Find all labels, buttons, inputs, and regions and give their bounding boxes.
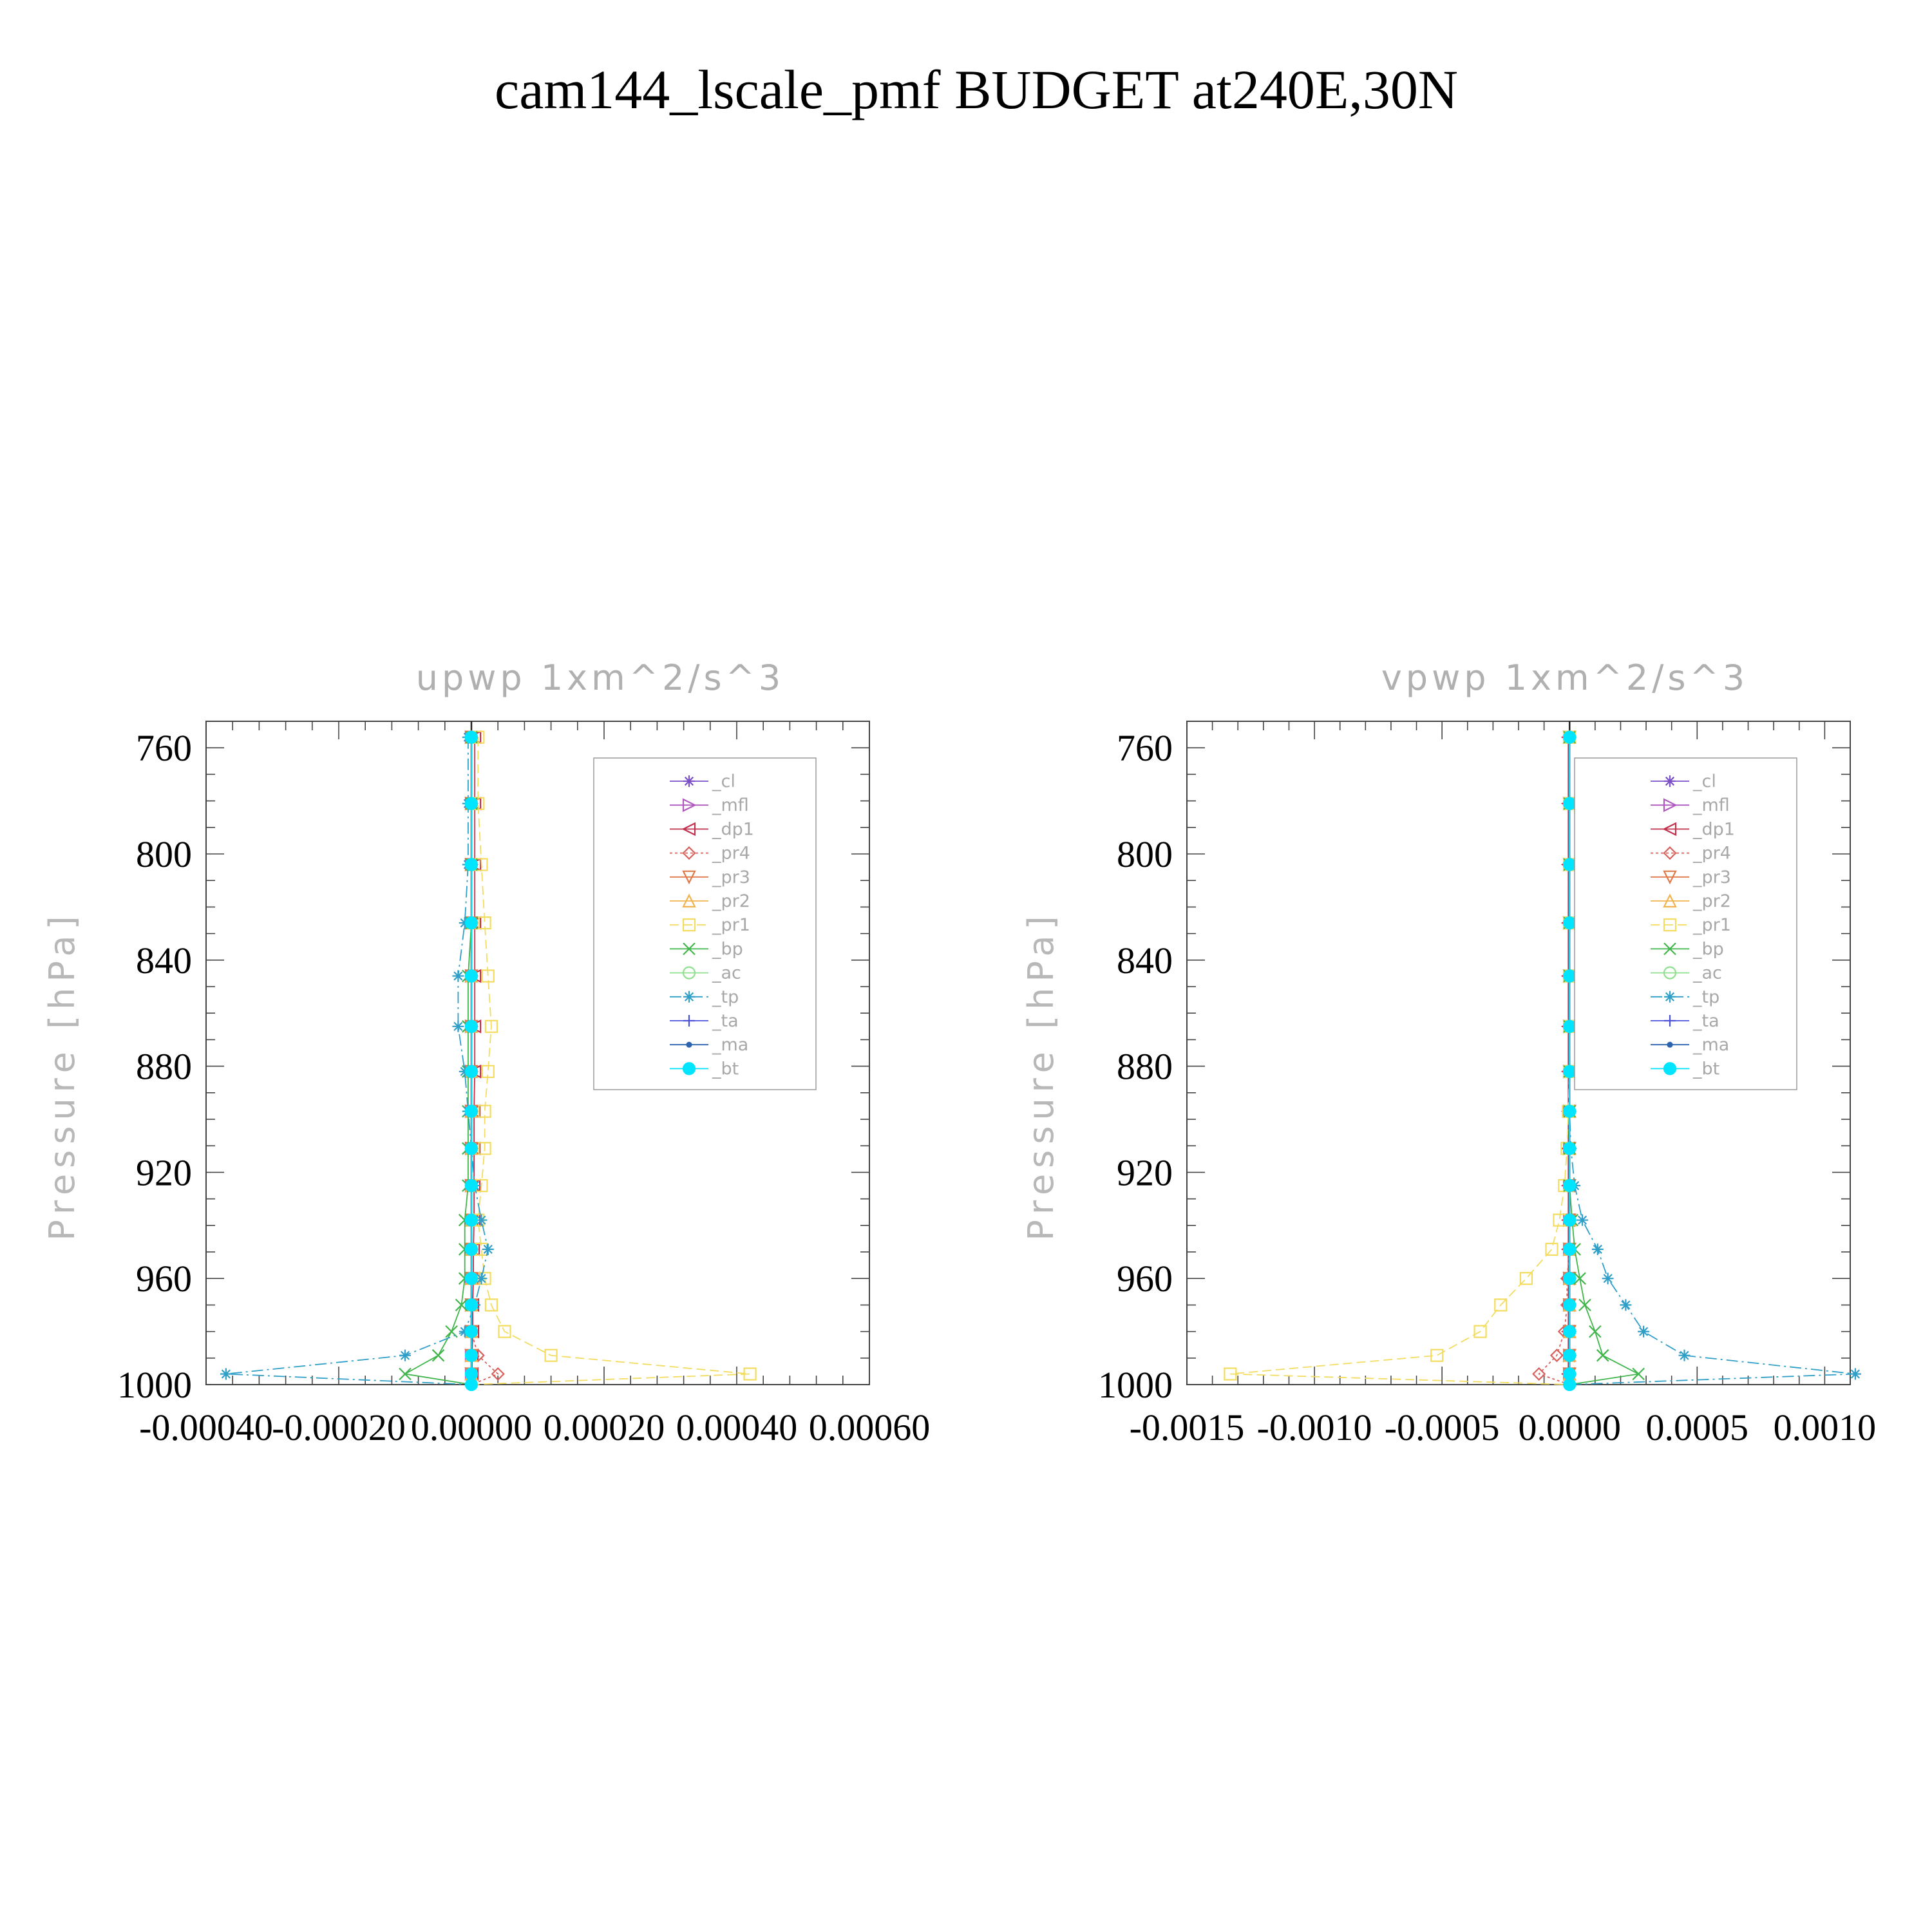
upwp-x-tick-label: -0.00040	[139, 1406, 273, 1448]
upwp-point-bt	[466, 1142, 477, 1154]
upwp-legend-label-pr2: _pr2	[712, 891, 750, 911]
vpwp-point-tp	[1592, 1244, 1604, 1255]
upwp-legend-marker-cl	[683, 775, 695, 787]
upwp-legend-label-mfl: _mfl	[712, 795, 749, 816]
upwp-legend-label-ma: _ma	[712, 1035, 749, 1056]
upwp-x-tick-label: 0.00020	[543, 1406, 665, 1448]
vpwp-point-tp	[1602, 1273, 1614, 1284]
upwp-point-bt	[466, 917, 477, 929]
upwp-legend-label-cl: _cl	[712, 772, 735, 791]
upwp-point-tp	[452, 1021, 464, 1032]
upwp-point-bt	[466, 798, 477, 810]
vpwp-x-tick-label: -0.0010	[1256, 1406, 1372, 1448]
vpwp-point-tp	[1577, 1215, 1588, 1226]
vpwp-x-tick-label: 0.0005	[1645, 1406, 1749, 1448]
vpwp-legend-box	[1575, 758, 1797, 1090]
vpwp-point-bt	[1564, 1326, 1575, 1338]
vpwp-point-bp	[1597, 1350, 1609, 1361]
upwp-y-tick-label: 960	[136, 1258, 192, 1300]
vpwp-point-bt	[1564, 858, 1575, 870]
upwp-y-tick-label: 1000	[117, 1364, 192, 1406]
vpwp-point-bt	[1564, 1142, 1575, 1154]
upwp-point-tp	[399, 1350, 411, 1361]
vpwp-legend-label-tp: _tp	[1693, 987, 1720, 1007]
vpwp-legend-label-ma: _ma	[1693, 1035, 1730, 1056]
upwp-point-tp	[482, 1244, 494, 1255]
vpwp-legend-label-dp1: _dp1	[1693, 819, 1735, 840]
upwp-legend-label-dp1: _dp1	[712, 819, 754, 840]
upwp-point-bt	[466, 1180, 477, 1191]
vpwp-point-bt	[1564, 1066, 1575, 1077]
upwp-line-bp	[405, 737, 471, 1385]
vpwp-point-bt	[1564, 1215, 1575, 1226]
vpwp-series-pr1	[1224, 732, 1575, 1385]
upwp-y-tick-label: 880	[136, 1045, 192, 1088]
upwp-legend-marker-ma	[687, 1043, 692, 1047]
upwp-panel-title: upwp 1xm^2/s^3	[415, 658, 785, 698]
vpwp-line-pr4	[1539, 737, 1570, 1385]
vpwp-panel	[1021, 658, 1876, 1448]
upwp-point-bt	[466, 1021, 477, 1032]
vpwp-point-tp	[1620, 1299, 1631, 1311]
upwp-legend-label-pr1: _pr1	[712, 915, 750, 936]
upwp-legend-label-tp: _tp	[712, 987, 739, 1007]
vpwp-line-pr1	[1230, 737, 1569, 1385]
vpwp-legend-marker-bt	[1664, 1063, 1676, 1074]
upwp-point-bt	[466, 1244, 477, 1255]
upwp-legend	[594, 758, 816, 1090]
vpwp-panel-title: vpwp 1xm^2/s^3	[1381, 658, 1749, 698]
upwp-legend-label-pr4: _pr4	[712, 843, 750, 864]
vpwp-point-bt	[1564, 1244, 1575, 1255]
upwp-line-tp	[226, 737, 488, 1385]
upwp-y-tick-label: 800	[136, 833, 192, 875]
vpwp-point-tp	[1850, 1368, 1861, 1380]
upwp-point-bt	[466, 732, 477, 743]
vpwp-legend-label-mfl: _mfl	[1693, 795, 1730, 816]
upwp-point-bp	[433, 1350, 444, 1361]
vpwp-legend-label-bt: _bt	[1693, 1059, 1720, 1079]
vpwp-y-tick-label: 1000	[1098, 1364, 1173, 1406]
vpwp-point-bt	[1564, 1299, 1575, 1311]
vpwp-legend-label-cl: _cl	[1693, 772, 1716, 791]
upwp-point-bt	[466, 1379, 477, 1390]
vpwp-y-tick-label: 760	[1117, 727, 1173, 770]
vpwp-y-tick-label: 880	[1117, 1045, 1173, 1088]
upwp-y-tick-label: 760	[136, 727, 192, 770]
vpwp-legend-label-ta: _ta	[1693, 1011, 1719, 1031]
upwp-point-tp	[220, 1368, 232, 1380]
upwp-point-bt	[466, 971, 477, 982]
upwp-x-tick-label: 0.00000	[410, 1406, 533, 1448]
vpwp-legend-marker-cl	[1664, 775, 1676, 787]
vpwp-legend-label-pr4: _pr4	[1693, 843, 1731, 864]
vpwp-point-bt	[1564, 1021, 1575, 1032]
upwp-point-bt	[466, 1368, 477, 1380]
upwp-x-tick-label: -0.00020	[272, 1406, 406, 1448]
upwp-legend-label-bp: _bp	[712, 939, 743, 960]
upwp-point-bt	[466, 1326, 477, 1338]
vpwp-point-pr1	[1431, 1350, 1443, 1361]
upwp-series-bp	[399, 732, 477, 1385]
vpwp-x-tick-label: 0.0000	[1518, 1406, 1621, 1448]
vpwp-y-tick-label: 920	[1117, 1151, 1173, 1194]
upwp-y-tick-label: 920	[136, 1151, 192, 1194]
upwp-y-tick-label: 840	[136, 939, 192, 981]
upwp-series-tp	[220, 732, 494, 1385]
vpwp-y-tick-label: 960	[1117, 1258, 1173, 1300]
vpwp-point-bt	[1564, 1180, 1575, 1191]
vpwp-y-tick-label: 840	[1117, 939, 1173, 981]
vpwp-legend	[1575, 758, 1797, 1090]
vpwp-point-bt	[1564, 798, 1575, 810]
vpwp-point-bp	[1633, 1368, 1644, 1380]
upwp-point-bt	[466, 1273, 477, 1284]
vpwp-x-tick-label: -0.0015	[1129, 1406, 1245, 1448]
upwp-panel	[42, 658, 930, 1448]
vpwp-point-bt	[1564, 1106, 1575, 1117]
vpwp-point-bt	[1564, 1350, 1575, 1361]
upwp-point-bt	[466, 1106, 477, 1117]
vpwp-legend-marker-ma	[1668, 1043, 1672, 1047]
vpwp-point-bt	[1564, 1379, 1575, 1390]
upwp-point-bt	[466, 1350, 477, 1361]
upwp-point-bt	[466, 1066, 477, 1077]
vpwp-legend-label-pr3: _pr3	[1693, 867, 1731, 887]
upwp-line-pr4	[471, 737, 498, 1385]
upwp-point-bt	[466, 1299, 477, 1311]
vpwp-y-tick-label: 800	[1117, 833, 1173, 875]
upwp-x-tick-label: 0.00060	[808, 1406, 931, 1448]
upwp-legend-label-ac: _ac	[712, 963, 741, 983]
vpwp-point-bt	[1564, 971, 1575, 982]
vpwp-point-tp	[1679, 1350, 1690, 1361]
vpwp-series-bt	[1564, 732, 1575, 1390]
vpwp-point-bt	[1564, 1273, 1575, 1284]
vpwp-point-bp	[1579, 1299, 1591, 1311]
upwp-y-axis-label: Pressure [hPa]	[42, 910, 82, 1241]
vpwp-series-dp1	[1562, 732, 1574, 1385]
upwp-legend-marker-bt	[683, 1063, 695, 1074]
vpwp-x-tick-label: 0.0010	[1773, 1406, 1877, 1448]
vpwp-legend-label-pr1: _pr1	[1693, 915, 1731, 936]
upwp-legend-label-bt: _bt	[712, 1059, 739, 1079]
vpwp-point-bp	[1589, 1326, 1601, 1338]
vpwp-point-tp	[1638, 1326, 1649, 1338]
upwp-x-tick-label: 0.00040	[676, 1406, 798, 1448]
vpwp-point-bt	[1564, 732, 1575, 743]
figure-title: cam144_lscale_pmf BUDGET at240E,30N	[495, 59, 1458, 120]
vpwp-point-bt	[1564, 1368, 1575, 1380]
vpwp-legend-label-pr2: _pr2	[1693, 891, 1731, 911]
upwp-point-bt	[466, 858, 477, 870]
upwp-point-bp	[399, 1368, 411, 1380]
vpwp-y-axis-label: Pressure [hPa]	[1021, 910, 1061, 1241]
upwp-point-tp	[452, 971, 464, 982]
upwp-legend-label-pr3: _pr3	[712, 867, 750, 887]
upwp-series-bt	[466, 732, 477, 1390]
upwp-legend-box	[594, 758, 816, 1090]
vpwp-legend-label-ac: _ac	[1693, 963, 1722, 983]
vpwp-point-bt	[1564, 917, 1575, 929]
upwp-point-bt	[466, 1215, 477, 1226]
vpwp-legend-label-bp: _bp	[1693, 939, 1724, 960]
upwp-legend-label-ta: _ta	[712, 1011, 739, 1031]
vpwp-x-tick-label: -0.0005	[1384, 1406, 1500, 1448]
